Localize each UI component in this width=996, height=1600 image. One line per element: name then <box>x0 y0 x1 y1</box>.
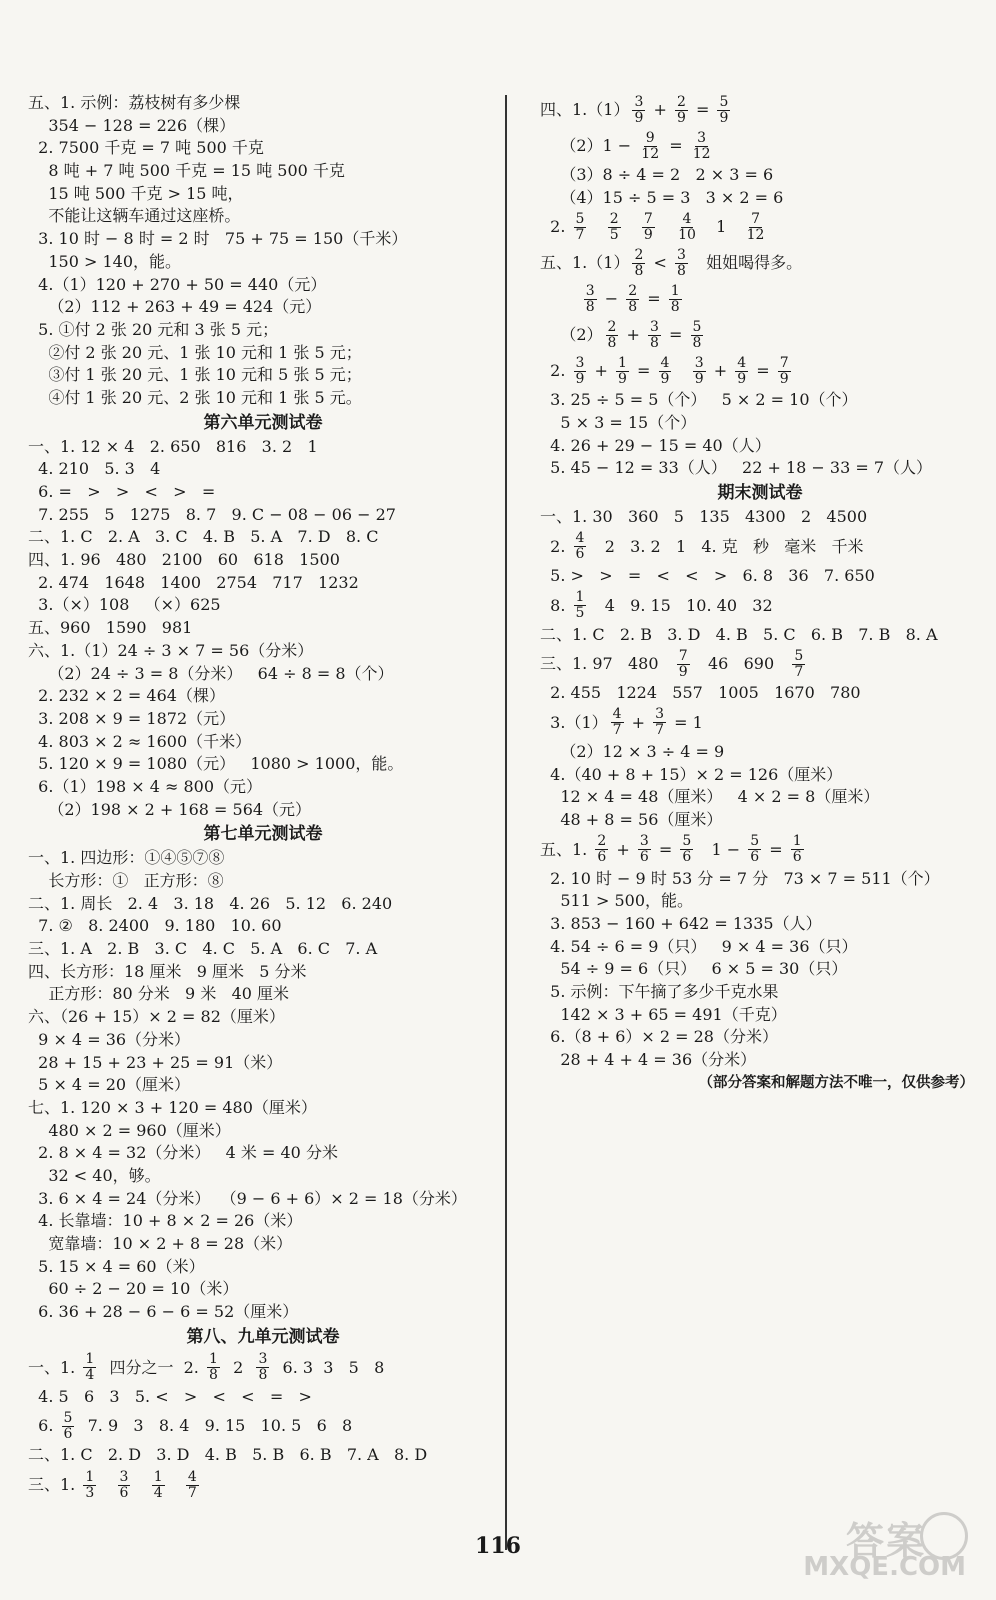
answer-line: （2）198 × 2 + 168 = 564（元） <box>28 799 312 819</box>
answer-text <box>624 209 639 245</box>
answer-line: 3. 25 ÷ 5 = 5（个） 5 × 2 = 10（个） <box>540 390 858 410</box>
answer-text: = <box>663 325 688 345</box>
numerator: 1 <box>618 354 627 371</box>
answer-line: 3. 208 × 9 = 1872（元） <box>28 708 236 728</box>
answer-text: 6. 3 3 5 8 <box>272 1357 385 1377</box>
answer-line: 六、1.（1）24 ÷ 3 × 7 = 56（分米） <box>28 640 314 660</box>
answer-line: 4.（1）120 + 270 + 50 = 440（元） <box>28 274 327 294</box>
numerator: 1 <box>792 833 802 850</box>
answer-line: 4. 26 + 29 − 15 = 40（人） <box>540 435 771 455</box>
fraction <box>648 320 661 351</box>
answer-line: 3. 10 时 − 8 时 = 2 时 75 + 75 = 150（千米） <box>28 229 408 249</box>
numerator: 5 <box>682 833 692 850</box>
answer-text: 7. 9 3 8. 4 9. 15 10. 5 6 8 <box>77 1416 353 1436</box>
denominator: 8 <box>607 334 617 351</box>
fraction <box>118 1470 131 1501</box>
numerator: 2 <box>597 833 607 850</box>
denominator: 10 <box>678 226 696 243</box>
numerator: 9 <box>645 129 655 146</box>
answer-text <box>133 1467 148 1503</box>
denominator: 6 <box>639 849 649 866</box>
answer-line: 五、960 1590 981 <box>28 618 193 638</box>
denominator: 6 <box>575 546 585 563</box>
answer-line <box>540 209 980 245</box>
answer-line <box>540 588 980 624</box>
numerator: 3 <box>258 1351 268 1368</box>
numerator: 3 <box>119 1468 129 1485</box>
answer-line: 5. > > = < < > 6. 8 36 7. 650 <box>540 565 875 585</box>
answer-line: 6.（8 + 6）× 2 = 28（分米） <box>540 1027 778 1047</box>
answer-line: 二、1. 周长 2. 4 3. 18 4. 26 5. 12 6. 240 <box>28 893 393 913</box>
numerator: 7 <box>779 354 789 371</box>
answer-text: 2. <box>540 217 571 237</box>
answer-text: 8. <box>540 595 571 615</box>
answer-line: 五、1. 示例：荔枝树有多少棵 <box>28 93 241 112</box>
numerator: 3 <box>694 354 704 371</box>
denominator: 9 <box>678 663 688 680</box>
numerator: 3 <box>697 129 707 146</box>
answer-text: = <box>664 136 688 155</box>
fraction <box>675 95 688 126</box>
numerator: 1 <box>153 1468 163 1485</box>
numerator: 2 <box>628 282 638 299</box>
denominator: 9 <box>779 370 789 387</box>
fraction <box>717 95 730 126</box>
answer-line: 32 < 40，够。 <box>28 1165 161 1185</box>
numerator: 1 <box>208 1351 218 1368</box>
numerator: 1 <box>85 1468 95 1485</box>
fraction <box>653 707 666 738</box>
watermark-logo: 答案 MXQE.COM <box>776 1510 976 1590</box>
answer-line: 3. 6 × 4 = 24（分米） （9 − 6 + 6）× 2 = 18（分米） <box>28 1188 467 1208</box>
fraction <box>675 248 688 279</box>
numerator: 4 <box>682 210 692 227</box>
fraction <box>677 649 690 680</box>
answer-line: 2. 7500 千克 = 7 吨 500 千克 <box>28 138 264 158</box>
answer-line <box>540 281 980 317</box>
answer-text: 五、1. <box>540 839 593 859</box>
fraction <box>691 320 704 351</box>
denominator: 9 <box>575 370 585 387</box>
answer-text: = 1 <box>669 712 703 732</box>
fraction <box>606 320 619 351</box>
answer-text: 46 690 <box>692 654 790 674</box>
fraction <box>595 834 608 865</box>
answer-line: 2. 455 1224 557 1005 1670 780 <box>540 683 861 703</box>
numerator: 4 <box>575 530 585 547</box>
answer-line: 8 吨 + 7 吨 500 千克 = 15 吨 500 千克 <box>28 161 345 181</box>
fraction <box>616 356 629 387</box>
fraction <box>611 707 624 738</box>
fraction <box>608 212 621 243</box>
answer-line: 6.（1）198 × 4 ≈ 800（元） <box>28 776 263 796</box>
answer-line <box>540 832 980 868</box>
denominator: 9 <box>660 370 670 387</box>
fraction <box>676 212 698 243</box>
answer-line: 2. 8 × 4 = 32（分米） 4 米 = 40 分米 <box>28 1143 338 1163</box>
answer-line: ②付 2 张 20 元、1 张 10 元和 1 张 5 元； <box>28 342 362 362</box>
fraction <box>642 212 655 243</box>
left-column <box>28 92 498 1503</box>
answer-line: 六、（26 + 15）× 2 = 82（厘米） <box>28 1007 285 1027</box>
answer-line: 480 × 2 = 960（厘米） <box>28 1120 231 1140</box>
answer-text: = <box>690 100 715 119</box>
fraction <box>632 95 645 126</box>
answer-line: （2）12 × 3 ÷ 4 = 9 <box>540 741 725 761</box>
answer-line: 二、1. C 2. B 3. D 4. B 5. C 6. B 7. B 8. A <box>540 624 938 644</box>
answer-text: + <box>648 100 672 119</box>
numerator: 3 <box>639 833 649 850</box>
answer-text: + <box>708 361 733 381</box>
numerator: 3 <box>655 706 665 723</box>
answer-line: 4. 长靠墙：10 + 8 × 2 = 26（米） <box>28 1211 303 1231</box>
denominator: 9 <box>618 370 627 387</box>
answer-line: 7. 255 5 1275 8. 7 9. C − 08 − 06 − 27 <box>28 504 396 524</box>
denominator: 5 <box>575 605 585 621</box>
answer-line: 142 × 3 + 65 = 491（千克） <box>540 1004 787 1024</box>
answer-line <box>540 353 980 389</box>
numerator: 5 <box>692 318 702 335</box>
denominator: 8 <box>650 334 659 351</box>
denominator: 3 <box>85 1484 95 1501</box>
answer-line <box>540 646 980 682</box>
answer-line: 一、1. 12 × 4 2. 650 816 3. 2 1 <box>28 436 318 456</box>
answer-text: （2） <box>540 325 603 345</box>
answer-line: 60 ÷ 2 − 20 = 10（米） <box>28 1279 239 1299</box>
right-column <box>540 92 980 1095</box>
denominator: 8 <box>676 262 686 279</box>
numerator: 1 <box>670 282 680 299</box>
numerator: 2 <box>634 246 644 263</box>
denominator: 8 <box>670 298 680 315</box>
denominator: 9 <box>676 109 686 126</box>
answer-line: 12 × 4 = 48（厘米） 4 × 2 = 8（厘米） <box>540 787 880 807</box>
column-divider <box>505 95 507 1550</box>
numerator: 5 <box>575 210 585 227</box>
answer-line: 28 + 4 + 4 = 36（分米） <box>540 1050 757 1070</box>
answer-text: （2）1 − <box>540 136 637 155</box>
answer-line: 四、1. 96 480 2100 60 618 1500 <box>28 550 340 570</box>
answer-line: 5 × 4 = 20（厘米） <box>28 1075 191 1095</box>
answer-line: 4. 803 × 2 ≈ 1600（千米） <box>28 731 252 751</box>
numerator: 3 <box>634 93 644 110</box>
answer-text <box>589 209 604 245</box>
fraction <box>638 834 651 865</box>
fraction <box>574 212 587 243</box>
answer-line <box>28 1350 498 1386</box>
fraction <box>186 1470 199 1501</box>
answer-text: 三、1. 97 480 <box>540 654 674 674</box>
answer-text <box>540 281 581 317</box>
answer-text <box>658 209 673 245</box>
denominator: 7 <box>655 722 665 739</box>
answer-text: 1 <box>700 217 742 237</box>
denominator: 12 <box>746 226 765 243</box>
answer-line: 28 + 15 + 23 + 25 = 91（米） <box>28 1052 283 1072</box>
answer-text: = <box>751 361 775 381</box>
denominator: 6 <box>63 1425 73 1442</box>
answer-text: 三、1. <box>28 1475 81 1495</box>
section-heading: 第八、九单元测试卷 <box>186 1326 340 1347</box>
numerator: 2 <box>676 93 686 110</box>
answer-line: 9 × 4 = 36（分米） <box>28 1029 191 1049</box>
fraction <box>574 590 587 621</box>
answer-line: ③付 1 张 20 元、1 张 10 元和 5 张 5 元； <box>28 365 362 385</box>
answer-line: 4. 54 ÷ 6 = 9（只） 9 × 4 = 36（只） <box>540 936 858 956</box>
answer-line: （2）24 ÷ 3 = 8（分米） 64 ÷ 8 = 8（个） <box>28 663 394 683</box>
numerator: 4 <box>737 354 747 371</box>
numerator: 7 <box>643 210 653 227</box>
numerator: 5 <box>63 1409 73 1426</box>
denominator: 6 <box>119 1484 129 1501</box>
numerator: 1 <box>575 589 585 605</box>
reference-note: （部分答案和解题方法不唯一，仅供参考） <box>698 1073 974 1091</box>
numerator: 3 <box>676 246 686 263</box>
denominator: 4 <box>153 1484 163 1501</box>
denominator: 7 <box>187 1484 197 1501</box>
answer-line <box>540 92 980 128</box>
fraction <box>62 1411 75 1442</box>
answer-line: 长方形：① 正方形：⑧ <box>28 871 224 890</box>
section-heading: 期末测试卷 <box>717 483 803 504</box>
numerator: 4 <box>660 354 670 371</box>
answer-text: 四、1.（1） <box>540 100 630 119</box>
fraction <box>659 356 672 387</box>
answer-text: = <box>631 361 656 381</box>
answer-text: + <box>626 712 651 732</box>
denominator: 8 <box>258 1367 268 1384</box>
answer-line: （3）8 ÷ 4 = 2 2 × 3 = 6 <box>540 165 774 184</box>
denominator: 9 <box>694 370 704 387</box>
denominator: 8 <box>692 334 702 351</box>
answer-text: = <box>764 839 788 859</box>
answer-text <box>99 1467 114 1503</box>
answer-line: 三、1. A 2. B 3. C 4. C 5. A 6. C 7. A <box>28 939 378 959</box>
fraction <box>152 1470 165 1501</box>
denominator: 12 <box>641 145 660 162</box>
fraction <box>626 284 639 315</box>
fraction <box>574 356 587 387</box>
fraction <box>639 131 661 162</box>
numerator: 3 <box>650 318 659 335</box>
answer-line: 5. 15 × 4 = 60（米） <box>28 1256 205 1276</box>
denominator: 12 <box>692 145 711 162</box>
answer-line: 4.（40 + 8 + 15）× 2 = 126（厘米） <box>540 764 843 784</box>
numerator: 3 <box>585 282 595 299</box>
answer-line: 511 > 500，能。 <box>540 891 694 911</box>
numerator: 4 <box>612 706 622 723</box>
numerator: 5 <box>750 833 760 850</box>
fraction <box>680 834 693 865</box>
denominator: 6 <box>682 849 692 866</box>
fraction <box>693 356 706 387</box>
denominator: 4 <box>85 1367 95 1384</box>
numerator: 5 <box>719 93 729 110</box>
answer-line: 七、1. 120 × 3 + 120 = 480（厘米） <box>28 1097 317 1117</box>
fraction <box>691 131 713 162</box>
answer-line: 48 + 8 = 56（厘米） <box>540 809 723 829</box>
answer-line: 4. 210 5. 3 4 <box>28 459 161 479</box>
denominator: 7 <box>575 226 585 243</box>
denominator: 7 <box>794 663 804 680</box>
answer-line: （2）112 + 263 + 49 = 424（元） <box>28 297 322 317</box>
answer-line: 4. 5 6 3 5. < > < < = > <box>28 1386 312 1406</box>
answer-text: + <box>621 325 646 345</box>
answer-line: 354 − 128 = 226（棵） <box>28 115 236 135</box>
answer-text: 四分之一 2. <box>99 1357 204 1377</box>
numerator: 7 <box>678 647 688 664</box>
fraction <box>584 284 597 315</box>
answer-text: 3.（1） <box>540 712 608 732</box>
answer-text: 2 <box>222 1357 254 1377</box>
answer-line: 宽靠墙：10 × 2 + 8 = 28（米） <box>28 1234 293 1253</box>
denominator: 9 <box>643 226 653 243</box>
fraction <box>207 1352 220 1383</box>
answer-line: 150 > 140，能。 <box>28 251 182 271</box>
answer-line: 2. 232 × 2 = 464（棵） <box>28 686 225 706</box>
numerator: 2 <box>609 210 619 227</box>
answer-line: 7. ② 8. 2400 9. 180 10. 60 <box>28 916 282 936</box>
answer-text <box>674 353 689 389</box>
denominator: 5 <box>609 226 619 243</box>
denominator: 8 <box>628 298 638 315</box>
answer-line <box>540 705 980 741</box>
answer-line: 5. ①付 2 张 20 元和 3 张 5 元； <box>28 319 279 339</box>
answer-line: 15 吨 500 千克 > 15 吨， <box>28 183 244 203</box>
answer-line: 3.（×）108 （×）625 <box>28 595 221 615</box>
answer-line <box>540 317 980 353</box>
answer-line: 一、1. 四边形：①④⑤⑦⑧ <box>28 848 225 868</box>
answer-line <box>540 529 980 565</box>
answer-line <box>540 128 980 164</box>
answer-text: 一、1. <box>28 1357 81 1377</box>
numerator: 5 <box>794 647 804 664</box>
numerator: 1 <box>85 1351 95 1368</box>
answer-line <box>28 1408 498 1444</box>
answer-line: 正方形：80 分米 9 米 40 厘米 <box>28 984 290 1004</box>
answer-text: < <box>648 253 672 273</box>
answer-text: 2 3. 2 1 4. 克 秒 毫米 千米 <box>589 536 864 556</box>
answer-line <box>28 1467 498 1503</box>
answer-line: 四、长方形：18 厘米 9 厘米 5 分米 <box>28 961 307 981</box>
fraction <box>745 212 767 243</box>
denominator: 6 <box>597 849 607 866</box>
answer-text: 姐姐喝得多。 <box>690 253 803 273</box>
fraction <box>778 356 791 387</box>
fraction <box>256 1352 269 1383</box>
answer-text: 1 − <box>696 839 746 859</box>
denominator: 9 <box>719 109 729 126</box>
denominator: 8 <box>634 262 644 279</box>
section-heading: 第六单元测试卷 <box>203 412 323 433</box>
fraction <box>83 1470 96 1501</box>
answer-text: 4 9. 15 10. 40 32 <box>589 595 773 615</box>
fraction <box>735 356 748 387</box>
numerator: 4 <box>187 1468 197 1485</box>
numerator: 3 <box>575 354 585 371</box>
answer-text: − <box>599 289 624 309</box>
denominator: 9 <box>634 109 644 126</box>
denominator: 9 <box>737 370 747 387</box>
fraction <box>83 1352 96 1383</box>
answer-text: 五、1.（1） <box>540 253 630 273</box>
answer-line <box>540 245 980 281</box>
answer-line: 5. 示例：下午摘了多少千克水果 <box>540 982 779 1002</box>
denominator: 8 <box>585 298 595 315</box>
numerator: 2 <box>607 318 617 335</box>
answer-line: 2. 474 1648 1400 2754 717 1232 <box>28 572 359 592</box>
answer-text: 2. <box>540 536 571 556</box>
answer-line: 5. 120 × 9 = 1080（元） 1080 > 1000，能。 <box>28 754 404 774</box>
answer-text: 2. <box>540 361 571 381</box>
answer-line: 不能让这辆车通过这座桥。 <box>28 206 241 226</box>
page-number: 116 <box>475 1533 521 1559</box>
answer-text: = <box>642 289 666 309</box>
denominator: 6 <box>750 849 760 866</box>
answer-line: 6. 36 + 28 − 6 − 6 = 52（厘米） <box>28 1302 299 1322</box>
fraction <box>632 248 645 279</box>
answer-line: （4）15 ÷ 5 = 3 3 × 2 = 6 <box>540 187 784 207</box>
answer-text: 6. <box>28 1416 59 1436</box>
answer-text <box>168 1467 183 1503</box>
fraction <box>748 834 761 865</box>
answer-text: + <box>589 361 614 381</box>
numerator: 7 <box>751 210 760 227</box>
fraction <box>574 531 587 562</box>
answer-text: = <box>653 839 678 859</box>
answer-line: 一、1. 30 360 5 135 4300 2 4500 <box>540 507 868 527</box>
answer-line: 54 ÷ 9 = 6（只） 6 × 5 = 30（只） <box>540 959 848 979</box>
section-heading: 第七单元测试卷 <box>203 824 323 845</box>
answer-line: 3. 853 − 160 + 642 = 1335（人） <box>540 914 822 933</box>
answer-text: + <box>611 839 635 859</box>
answer-line: 6. = > > < > = <box>28 482 216 501</box>
denominator: 7 <box>612 722 622 739</box>
fraction <box>791 834 804 865</box>
answer-line: 2. 10 时 − 9 时 53 分 = 7 分 73 × 7 = 511（个） <box>540 868 940 888</box>
answer-line: 5 × 3 = 15（个） <box>540 413 697 433</box>
denominator: 8 <box>208 1367 218 1384</box>
answer-line: 二、1. C 2. A 3. C 4. B 5. A 7. D 8. C <box>28 527 379 547</box>
fraction <box>669 284 682 315</box>
denominator: 6 <box>792 849 802 866</box>
fraction <box>792 649 805 680</box>
answer-line: 5. 45 − 12 = 33（人） 22 + 18 − 33 = 7（人） <box>540 458 933 478</box>
answer-line: ④付 1 张 20 元、2 张 10 元和 1 张 5 元。 <box>28 387 362 407</box>
answer-line: 二、1. C 2. D 3. D 4. B 5. B 6. B 7. A 8. D <box>28 1445 428 1465</box>
